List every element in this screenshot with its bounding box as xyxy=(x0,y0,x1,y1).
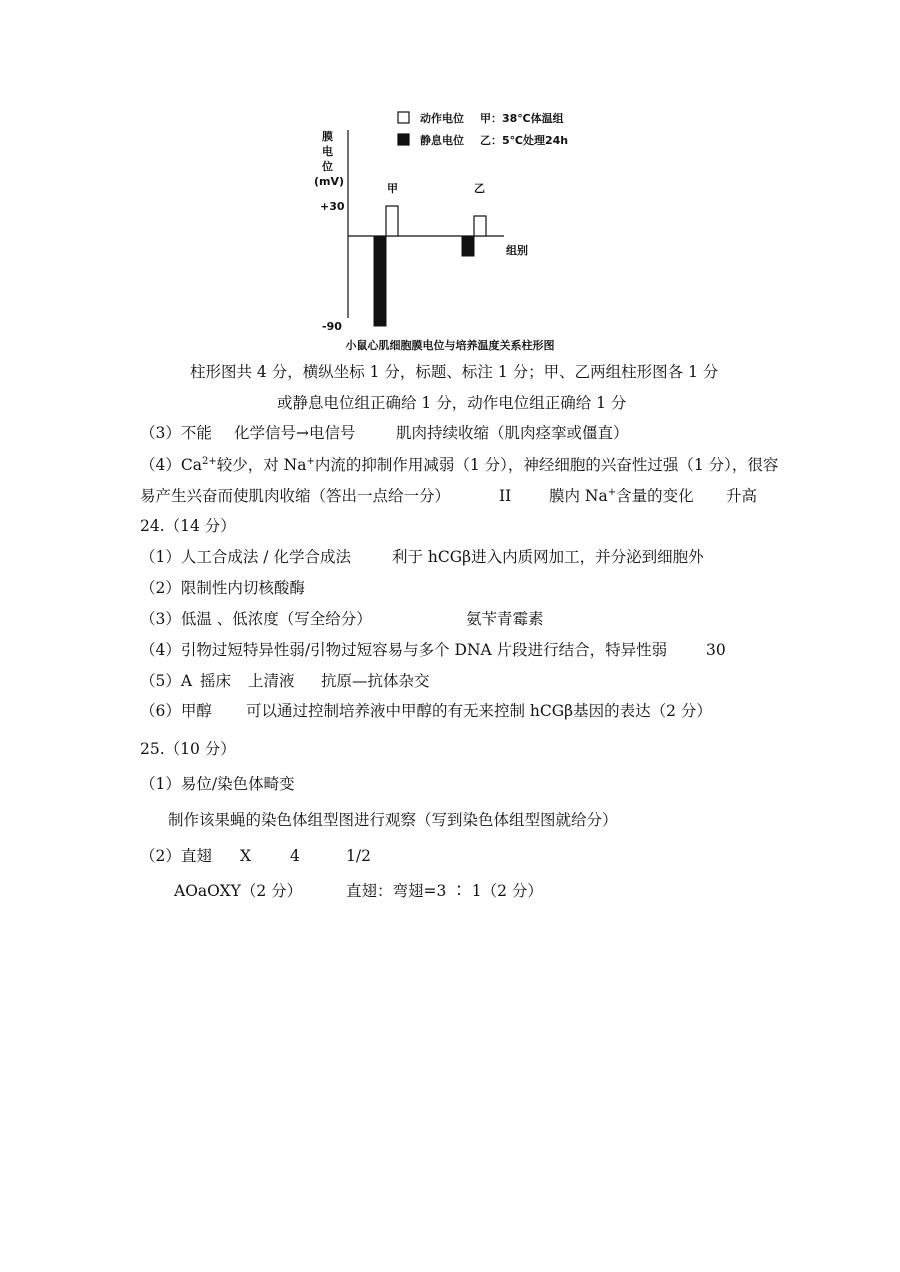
answer-q4-cont xyxy=(140,486,780,508)
xlabel: 组别 xyxy=(506,244,528,257)
a25-2-a: （2）直翅 xyxy=(140,847,212,865)
a24-6-a: （6）甲醇 xyxy=(140,702,212,720)
question-24-heading: 24.（14 分） xyxy=(140,517,236,535)
a24-5-b: 摇床 xyxy=(200,672,232,690)
ylabel-char-3: 位 xyxy=(322,160,333,173)
a24-5-a: （5）A xyxy=(140,672,193,690)
answer-24-1 xyxy=(140,547,780,569)
q3-part-b: 化学信号→电信号 xyxy=(234,424,356,442)
a24-4-b: 30 xyxy=(706,641,726,659)
q4-part-c: 内流的抑制作用减弱（1 分），神经细胞的兴奋性过强（1 分），很容 xyxy=(314,456,779,474)
a24-1-a: （1）人工合成法 / 化学合成法 xyxy=(140,548,351,566)
bar-yi-action xyxy=(474,216,486,236)
ylabel-unit: (mV) xyxy=(314,175,345,188)
chart-title: 小鼠心肌细胞膜电位与培养温度关系柱形图 xyxy=(345,339,555,352)
a24-1-b: 利于 hCGβ进入内质网加工，并分泌到细胞外 xyxy=(392,548,704,566)
a25-2-d: 1/2 xyxy=(346,847,371,865)
q4-cont-e: 升高 xyxy=(726,487,758,505)
answer-25-1: （1）易位/染色体畸变 xyxy=(140,775,295,793)
legend-group-yi: 乙：5℃处理24h xyxy=(480,134,569,147)
a24-5-d: 抗原—抗体杂交 xyxy=(321,672,430,690)
q4-cont-sup: + xyxy=(607,486,617,498)
q3-part-c: 肌肉持续收缩（肌肉痉挛或僵直） xyxy=(396,424,629,442)
q4-sup-ca: 2+ xyxy=(201,455,217,467)
a25-2-c: 4 xyxy=(290,847,300,865)
answer-q4 xyxy=(140,455,778,475)
answer-25-1-method: 制作该果蝇的染色体组型图进行观察（写到染色体组型图就给分） xyxy=(168,811,618,829)
answer-25-2-cont xyxy=(174,881,774,903)
q4-cont-c-text: 膜内 Na xyxy=(549,487,608,505)
bar-jia-resting xyxy=(374,236,386,326)
ylabel-char-1: 膜 xyxy=(322,130,333,143)
legend-swatch-action xyxy=(398,112,409,123)
answer-24-4 xyxy=(140,640,780,662)
answer-24-5 xyxy=(140,671,780,693)
a24-6-b: 可以通过控制培养液中甲醇的有无来控制 hCGβ基因的表达（2 分） xyxy=(246,702,712,720)
q4-cont-c xyxy=(549,486,694,506)
bar-jia-action xyxy=(386,206,398,236)
a24-3-a: （3）低温 、低浓度（写全给分） xyxy=(140,610,372,628)
category-label-jia: 甲 xyxy=(387,182,398,195)
q4-part-a: （4）Ca xyxy=(140,456,202,474)
scoring-line-2: 或静息电位组正确给 1 分，动作电位组正确给 1 分 xyxy=(277,394,627,412)
a24-3-b: 氨苄青霉素 xyxy=(466,610,544,628)
bar-yi-resting xyxy=(462,236,474,256)
legend-swatch-rest xyxy=(398,134,409,145)
a24-4-a: （4）引物过短特异性弱/引物过短容易与多个 DNA 片段进行结合，特异性弱 xyxy=(140,641,668,659)
ytick-minus90: -90 xyxy=(322,320,342,333)
answer-24-6 xyxy=(140,701,780,723)
ytick-plus30: +30 xyxy=(320,200,345,213)
a25-2-genotype: AOaOXY（2 分） xyxy=(174,882,303,900)
bar-chart-svg xyxy=(300,100,600,355)
answer-25-2 xyxy=(140,846,780,868)
scoring-line-1: 柱形图共 4 分，横纵坐标 1 分，标题、标注 1 分；甲、乙两组柱形图各 1 分 xyxy=(190,363,719,381)
q4-cont-a: 易产生兴奋而使肌肉收缩（答出一点给一分） xyxy=(140,487,451,505)
q4-sup-na: + xyxy=(306,455,315,467)
answer-q3 xyxy=(140,423,780,445)
ylabel-char-2: 电 xyxy=(322,145,333,158)
answer-24-2: （2）限制性内切核酸酶 xyxy=(140,579,305,597)
legend-label-rest: 静息电位 xyxy=(420,134,464,147)
q4-cont-d: 含量的变化 xyxy=(616,487,694,505)
q3-part-a: （3）不能 xyxy=(140,424,212,442)
legend-label-action: 动作电位 xyxy=(420,112,464,125)
question-25-heading: 25.（10 分） xyxy=(140,740,236,758)
category-label-yi: 乙 xyxy=(474,182,485,195)
a25-2-ratio: 直翅：弯翅=3 ∶ 1（2 分） xyxy=(346,882,543,900)
a24-5-c: 上清液 xyxy=(248,672,295,690)
q4-part-b: 较少，对 Na xyxy=(216,456,307,474)
q4-cont-b: II xyxy=(499,487,512,505)
a25-2-b: X xyxy=(240,847,252,865)
legend-group-jia: 甲：38℃体温组 xyxy=(480,112,564,125)
membrane-potential-chart xyxy=(300,100,600,355)
answer-24-3 xyxy=(140,609,780,631)
